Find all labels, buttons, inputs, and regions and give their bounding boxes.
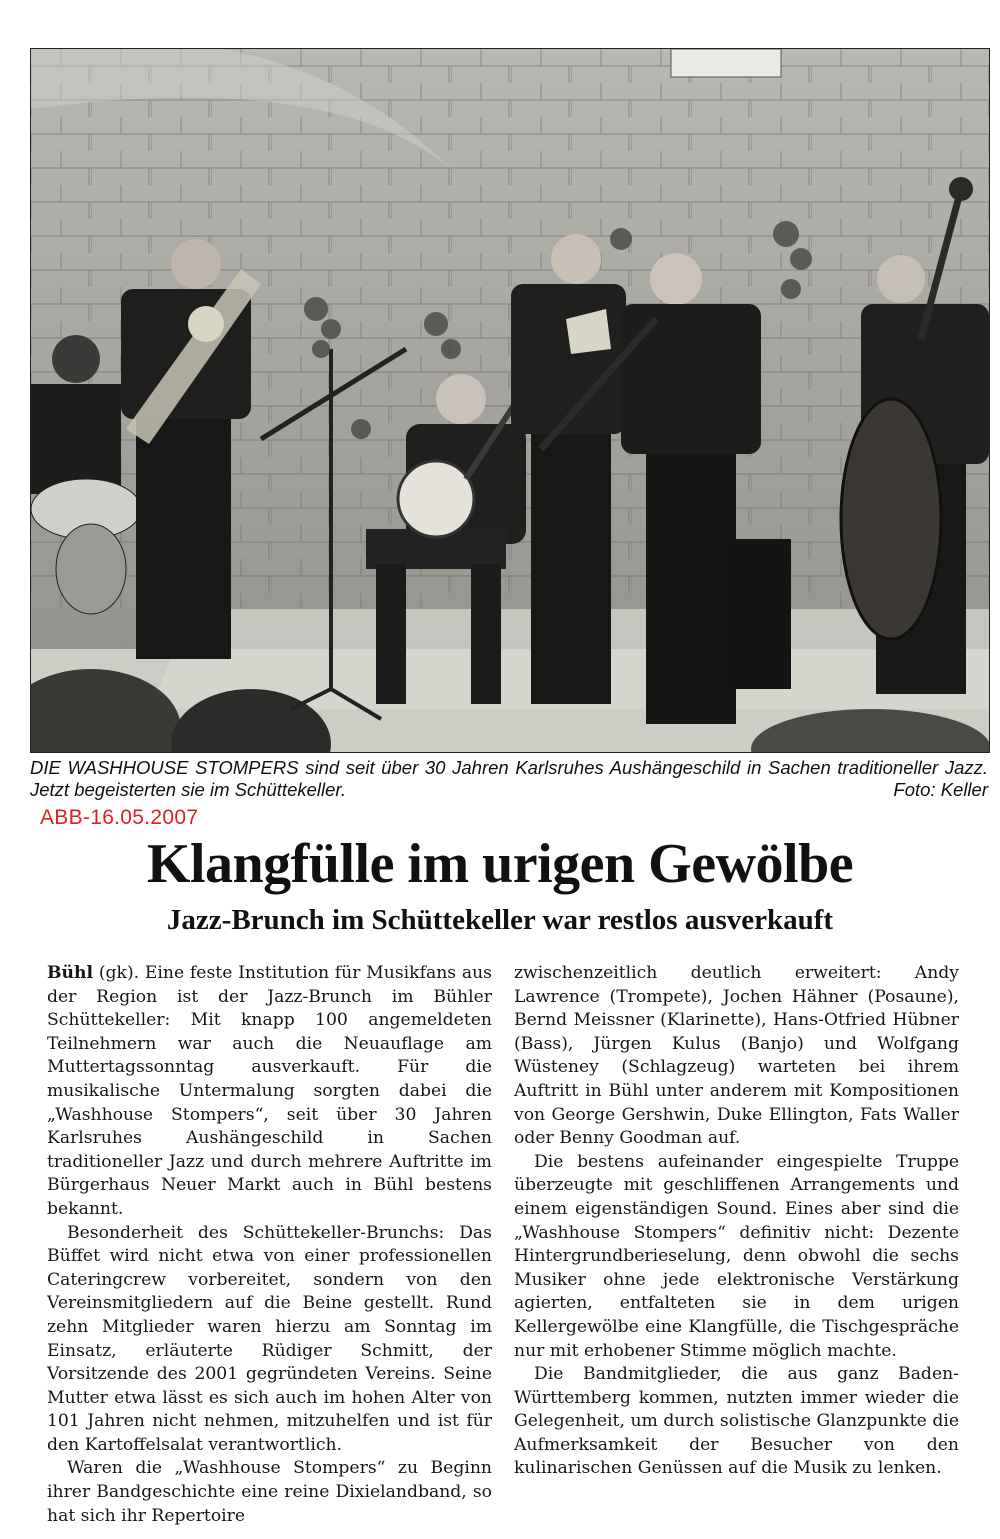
band-photo-illustration: [31, 49, 989, 752]
photo-caption: [30, 757, 988, 801]
photo-credit: Foto: Keller: [893, 779, 988, 800]
article-column-right: [514, 962, 959, 1481]
article-paragraph: Die Bandmitglieder, die aus ganz Baden-Württemberg kommen, nutzten immer wieder die Gelegenheit, um durch solistische Glanzpunkte die Aufmerksamkeit der Besucher von den kulinarischen Genüssen auf die Musik zu lenken.: [514, 1364, 959, 1479]
article-paragraph: [47, 962, 492, 1222]
article-paragraph: zwischenzeitlich deutlich erweitert: Andy Lawrence (Trompete), Jochen Hähner (Posaune), Bernd Meissner (Klarinette), Hans-Otfried Hübner (Bass), Jürgen Kulus (Banjo) und Wolfgang Wüsteney (Schlagzeug) warteten bei ihrem Auftritt in Bühl unter anderem mit Kompositionen von George Gershwin, Duke Ellington, Fats Waller oder Benny Goodman auf.: [514, 963, 959, 1149]
paragraph-text: (gk). Eine feste Institution für Musikfans aus der Region ist der Jazz-Brunch im Bühler Schüttekeller: Mit knapp 100 angemeldeten Teilnehmern war auch die Neuauflage am Muttertagssonntag ausverkauft. Für die musikalische Untermalung sorgten dabei die „Washhouse Stompers“, seit über 30 Jahren Karlsruhes Aushängeschild in Sachen traditioneller Jazz und durch mehrere Auftritte im Bürgerhaus Neuer Markt auch in Bühl bestens bekannt.: [47, 963, 492, 1219]
article-paragraph: Die bestens aufeinander eingespielte Truppe überzeugte mit geschliffenen Arrangements und einem eigenständigen Sound. Eines aber sind die „Washhouse Stompers“ definitiv nicht: Dezente Hintergrundberieselung, denn obwohl die sechs Musiker ohne jede elektronische Verstärkung agierten, entfalteten sie in dem urigen Kellergewölbe eine Klangfülle, die Tischgespräche nur mit erhobener Stimme möglich machte.: [514, 1151, 959, 1361]
dateline: Bühl: [47, 963, 94, 983]
article-paragraph: Besonderheit des Schüttekeller-Brunchs: Das Büffet wird nicht etwa von einer professionellen Cateringcrew vorbereitet, sondern von den Vereinsmitgliedern auf die Beine gestellt. Rund zehn Mitglieder waren hierzu am Sonntag im Einsatz, erläuterte Rüdiger Schmitt, der Vorsitzende des 2001 gegründeten Vereins. Seine Mutter etwa lässt es sich auch im hohen Alter von 101 Jahren nicht nehmen, mitzuhelfen und ist für den Kartoffelsalat verantwortlich.: [47, 1222, 492, 1455]
band-photo: [30, 48, 990, 753]
article-paragraph: Waren die „Washhouse Stompers“ zu Beginn ihrer Bandgeschichte eine reine Dixielandband, so hat sich ihr Repertoire: [47, 1458, 492, 1526]
headline: Klangfülle im urigen Gewölbe: [146, 833, 854, 895]
subheadline: Jazz-Brunch im Schüttekeller war restlos ausverkauft: [166, 904, 834, 936]
article-column-left: [47, 962, 492, 1528]
archive-stamp: ABB-16.05.2007: [40, 806, 199, 829]
photo-caption-text: DIE WASHHOUSE STOMPERS sind seit über 30 Jahren Karlsruhes Aushängeschild in Sachen traditioneller Jazz. Jetzt begeisterten sie im Schüttekeller.: [30, 757, 988, 800]
